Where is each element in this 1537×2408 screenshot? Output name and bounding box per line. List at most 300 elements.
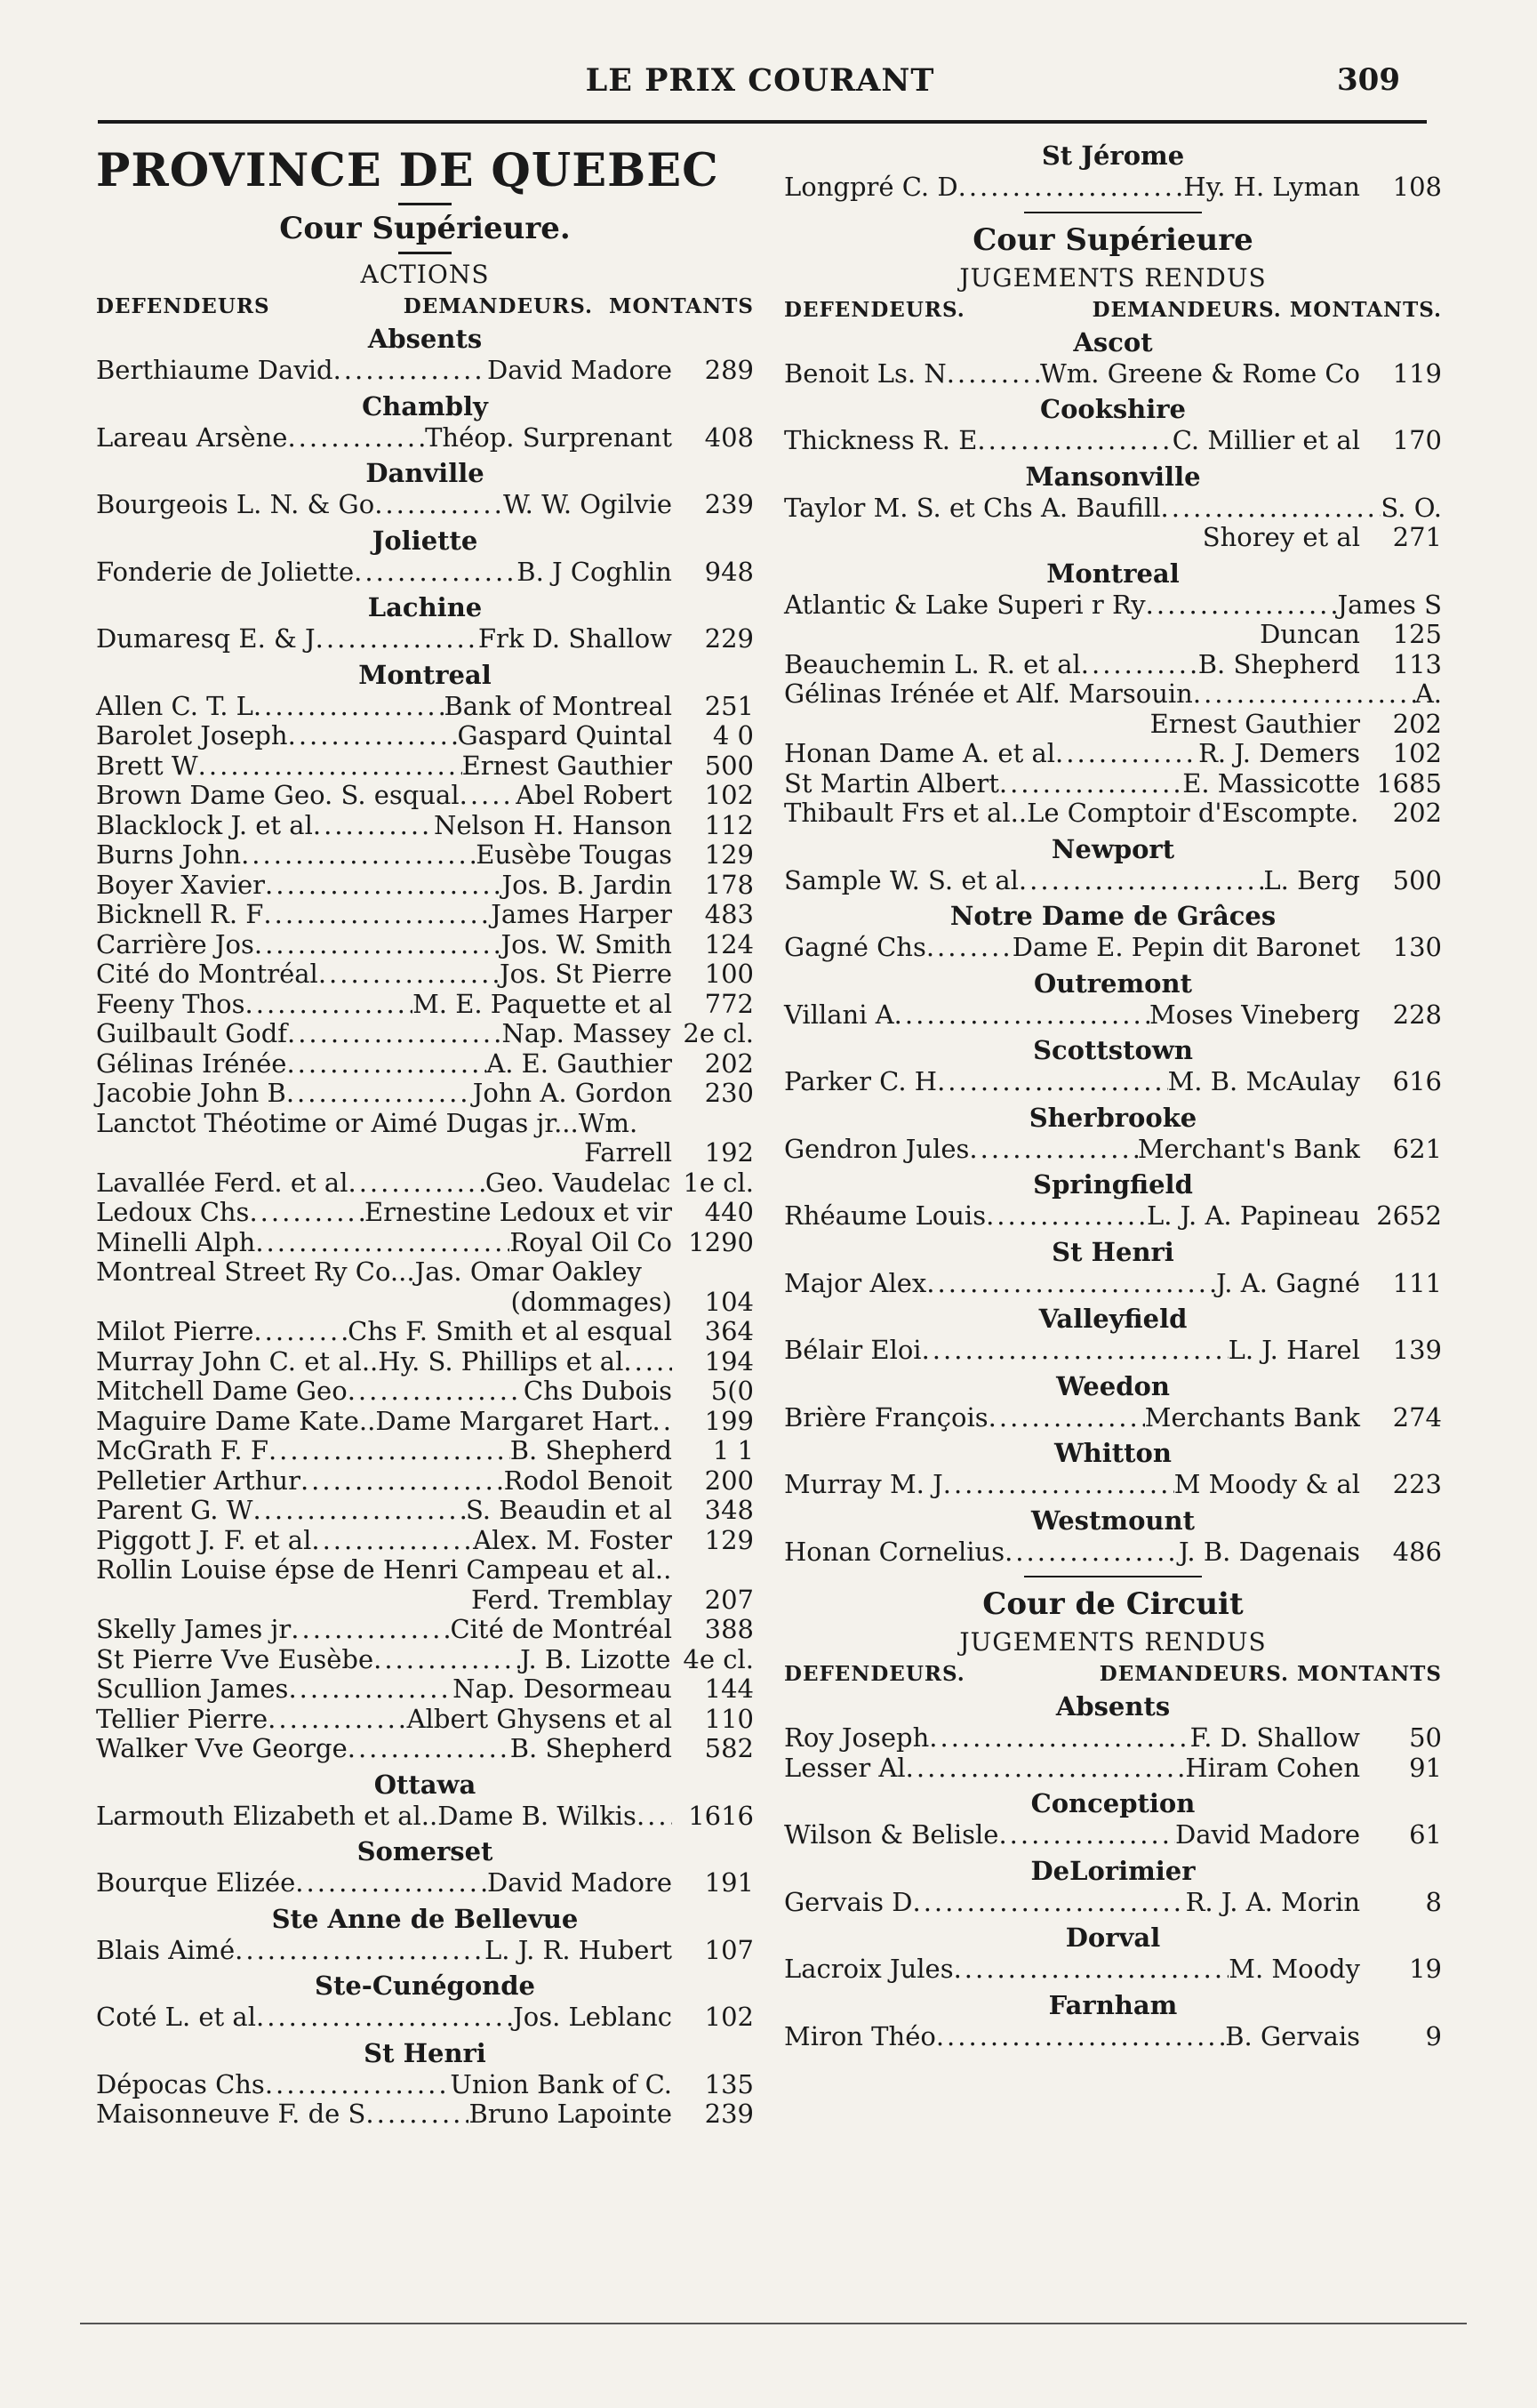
col-demandeurs: DEMANDEURS. [403,294,593,318]
leader-dots [913,1888,1186,1918]
amount: 8 [1425,1886,1442,1917]
amount: 199 [704,1405,754,1436]
amount: 1685 [1376,767,1442,799]
court1-column-headers [784,298,1442,322]
location-heading: Cookshire [1039,394,1187,424]
leader-dots [947,359,1040,389]
court1-listing [784,327,1442,1568]
leader-dots [989,1403,1145,1433]
plaintiff: Hiram Cohen [1185,1752,1360,1783]
defendant: St Pierre Vve Eusèbe [96,1643,374,1674]
defendant: Lareau Arsène [96,421,288,453]
court2-column-headers [784,1662,1442,1686]
location-heading: Ste-Cunégonde [315,1971,535,2001]
defendant: Lavallée Ferd. et al [96,1167,348,1198]
judgment-entry [784,1269,1442,1299]
judgment-entry [96,1496,754,1526]
judgment-entry [96,990,754,1020]
leader-dots [636,1802,672,1832]
judgment-entry [784,1135,1442,1165]
defendant: Skelly James jr [96,1614,292,1644]
plaintiff: James S [1337,589,1442,620]
plaintiff: David Madore [486,1867,672,1898]
col-montants: MONTANTS [609,294,754,318]
province-title: PROVINCE DE QUEBEC [96,144,719,197]
defendant: Beauchemin L. R. et al [784,648,1081,679]
leader-dots [287,1019,501,1049]
amount: 239 [704,489,754,519]
amount: 223 [1392,1469,1442,1499]
amount: 144 [704,1674,754,1704]
judgment-entry [96,871,754,901]
location-heading: Montreal [1046,558,1180,589]
defendant: Bélair Eloi [784,1335,922,1365]
plaintiff: R. J. A. Morin [1185,1886,1360,1917]
location-heading: Whitton [1054,1438,1172,1468]
leader-dots [318,959,500,990]
plaintiff: Nelson H. Hanson [433,809,672,840]
location-heading: Scottstown [1033,1035,1193,1065]
location-heading: Outremont [1034,967,1192,999]
plaintiff: M. B. McAulay [1167,1066,1360,1096]
amount: 191 [704,1867,754,1898]
entry-continuation [96,1288,754,1318]
judgment-entry [96,624,754,654]
leader-dots [954,1954,1229,1985]
judgment-entry [96,1466,754,1497]
amount: 202 [1392,798,1442,828]
judgment-entry [96,1734,754,1764]
plaintiff: J. B. Dagenais [1179,1536,1360,1567]
plaintiff: Frk D. Shallow [477,623,672,654]
defendant: Cité do Montréal [96,959,318,989]
leader-dots [623,1347,672,1377]
plaintiff: (dommages) [510,1286,672,1317]
defendant: Lacroix Jules [784,1954,954,1984]
amount: 102 [704,2002,754,2032]
amount: 348 [704,1495,754,1525]
plaintiff: J. A. Gagné [1215,1267,1360,1298]
leader-dots [291,1615,450,1645]
plaintiff: Jos. W. Smith [500,928,672,959]
amount: 2652 [1376,1200,1442,1231]
leader-dots [245,990,413,1020]
col-demandeurs: DEMANDEURS. [1092,297,1282,322]
judgment-entry [784,494,1442,524]
judgment-entry [784,739,1442,769]
judgment-entry [784,1336,1442,1366]
amount: 19 [1409,1954,1442,1984]
defendant: Gagné Chs [784,932,926,962]
plaintiff: Merchants Bank [1144,1401,1360,1433]
leader-dots [316,624,478,654]
location-heading: Ste Anne de Bellevue [271,1903,579,1934]
defendant: Dumaresq E. & J [96,623,316,654]
plaintiff: Gaspard Quintal [457,720,672,750]
judgment-entry [96,1802,754,1832]
amount: 5(0 [710,1376,754,1406]
amount: 271 [1392,522,1442,552]
entry-continuation [96,1138,754,1168]
plaintiff: Eusèbe Tougas [476,839,672,870]
defendant: Thibault Frs et al..Le Comptoir d'Escompte [784,798,1351,828]
amount: 194 [704,1345,754,1377]
amount: 130 [1392,932,1442,962]
defendant: Gélinas Irénée et Alf. Marsouin [784,678,1193,709]
plaintiff: B. Shepherd [509,1435,672,1465]
leader-dots [287,423,425,454]
plaintiff: L. Berg [1263,864,1360,895]
plaintiff: W. W. Ogilvie [502,489,672,519]
location-heading: Sherbrooke [1029,1102,1197,1133]
amount: 113 [1392,648,1442,679]
plaintiff: L. J. R. Hubert [484,1934,672,1965]
amount: 251 [704,690,754,721]
location-heading: Montreal [358,659,492,690]
plaintiff: Royal Oil Co [509,1226,672,1257]
leader-dots [265,871,502,901]
amount: 274 [1392,1401,1442,1433]
judgment-entry [96,1674,754,1705]
amount: 239 [704,2099,754,2129]
location-heading: St Jérome [1041,140,1185,171]
court2-title: Cour de Circuit [982,1586,1244,1622]
defendant: Parent G. W [96,1495,253,1525]
judgment-entry [784,173,1442,203]
judgment-entry [96,1019,754,1049]
plaintiff: Bank of Montreal [444,690,672,721]
plaintiff: E. Massicotte [1182,767,1360,799]
defendant: Maisonneuve F. de S [96,2099,366,2129]
amount: 202 [1392,708,1442,739]
amount: 178 [704,869,754,900]
defendant: Longpré C. D [784,172,958,202]
location-heading: Westmount [1031,1505,1195,1536]
judgment-entry [784,799,1442,829]
court-title: Cour Supérieure. [279,211,571,246]
defendant: Bourgeois L. N. & Go [96,489,375,519]
plaintiff: Farrell [584,1137,672,1168]
leader-dots [969,1135,1137,1165]
location-heading: Farnham [1048,1989,1178,2020]
amount: 104 [704,1286,754,1317]
leader-dots [936,2022,1225,2052]
defendant: Minelli Alph [96,1226,256,1257]
judgment-entry [96,1109,754,1139]
location-heading: Somerset [356,1836,493,1866]
leader-dots [253,692,444,722]
leader-dots [249,1198,364,1228]
leader-dots [263,900,491,930]
leader-dots [198,751,462,782]
defendant: Walker Vve George [96,1733,348,1763]
location-heading: Danville [365,458,484,488]
defendant: St Martin Albert [784,767,999,799]
defendant: Piggott J. F. et al [96,1524,312,1555]
leader-dots [929,1723,1189,1754]
defendant: Gendron Jules [784,1133,970,1164]
plaintiff: Moses Vineberg [1149,999,1360,1030]
leader-dots [288,721,458,751]
plaintiff: Théop. Surprenant [425,421,672,453]
judgment-entry [784,1820,1442,1850]
defendant: Roy Joseph [784,1722,930,1753]
defendant: Larmouth Elizabeth et al..Dame B. Wilkis [96,1800,636,1831]
location-heading: Ascot [1073,326,1153,357]
location-heading: Notre Dame de Grâces [949,901,1277,931]
judgment-entry [784,1403,1442,1433]
defendant: Atlantic & Lake Superi r Ry [784,589,1146,620]
leader-dots [943,1470,1174,1500]
plaintiff: S. O. [1381,492,1442,523]
leader-dots [986,1201,1147,1232]
divider [398,252,452,254]
plaintiff: Wm. Greene & Rome Co [1039,357,1360,389]
judgment-entry [784,866,1442,896]
plaintiff: B. Shepherd [509,1733,672,1763]
amount: 129 [704,839,754,870]
judgment-entry [784,2022,1442,2052]
judgment-entry [784,1954,1442,1985]
location-heading: Lachine [367,592,483,622]
plaintiff: Merchant's Bank [1137,1133,1360,1164]
plaintiff: M. E. Paquette et al [412,988,672,1019]
court2-subtitle: JUGEMENTS RENDUS [959,1627,1267,1657]
actions-subtitle: ACTIONS [360,260,490,289]
judgment-entry [96,959,754,990]
plaintiff: B. J Coghlin [516,556,672,587]
location-heading: Chambly [362,390,488,421]
judgment-entry [784,1888,1442,1918]
location-heading: Absents [367,324,483,354]
leader-dots [937,1067,1168,1097]
col-defendeurs: DEFENDEURS. [784,1662,965,1686]
plaintiff: Ernest Gauthier [461,750,672,781]
leader-dots [958,173,1184,203]
amount: 100 [704,959,754,989]
plaintiff: David Madore [486,355,672,385]
judgment-entry [96,1936,754,1966]
plaintiff: Jos. St Pierre [500,959,672,989]
leader-dots [926,933,1013,963]
amount: 2e cl. [683,1018,754,1048]
right-column [784,135,1442,2051]
defendant: Mitchell Dame Geo [96,1376,348,1406]
judgment-entry [96,1407,754,1437]
judgment-entry [96,1555,754,1585]
judgment-entry [96,900,754,930]
leader-dots [286,1049,486,1080]
journal-title: LE PRIX COURANT [585,62,935,99]
amount: 107 [704,1934,754,1965]
leader-dots [311,1526,473,1556]
amount: 202 [704,1047,754,1079]
defendant: Lanctot Théotime or Aimé Dugas jr...Wm. [96,1107,638,1138]
defendant: Fonderie de Joliette [96,556,355,587]
entry-continuation [784,620,1442,650]
defendant: Gélinas Irénée [96,1047,287,1079]
judgment-entry [784,590,1442,621]
leader-dots [374,490,503,520]
judgment-entry [96,2003,754,2033]
leader-dots [922,1336,1229,1366]
location-heading: Dorval [1065,1922,1161,1953]
judgment-entry [96,930,754,960]
entry-continuation [96,1585,754,1616]
judgment-entry [784,1201,1442,1232]
amount: 124 [704,928,754,959]
leader-dots [1161,494,1381,524]
defendant: Maguire Dame Kate..Dame Margaret Hart [96,1405,652,1436]
amount: 1290 [688,1226,754,1257]
plaintiff: James Harper [491,899,672,929]
divider [1024,1576,1202,1577]
defendant: Miron Théo [784,2020,936,2051]
judgment-entry [784,426,1442,456]
judgment-entry [784,1470,1442,1500]
judgment-entry [96,781,754,811]
judgment-entry [96,1868,754,1898]
judgment-entry [96,692,754,722]
plaintiff: Ernest Gauthier [1149,708,1360,739]
judgment-entry [96,840,754,871]
plaintiff: John A. Gordon [472,1078,672,1108]
judgment-entry [96,2099,754,2130]
leader-dots [313,811,434,841]
amount: 500 [1392,864,1442,895]
judgment-entry [96,558,754,588]
divider [398,203,452,205]
defendant: Honan Dame A. et al [784,738,1056,768]
leader-dots [460,781,516,811]
judgment-entry [96,751,754,782]
judgment-entry [96,721,754,751]
court1-title: Cour Supérieure [973,221,1253,258]
judgment-entry [96,1079,754,1109]
defendant: Ledoux Chs [96,1197,250,1227]
plaintiff: Jos. Leblanc [513,2002,672,2032]
judgment-entry [96,1317,754,1347]
defendant: Allen C. T. L [96,690,253,721]
amount: 4e cl. [683,1643,754,1674]
judgment-entry [96,1526,754,1556]
defendant: McGrath F. F [96,1435,268,1465]
amount: 948 [704,556,754,587]
judgment-entry [96,356,754,386]
leader-dots [998,1820,1175,1850]
leader-dots [333,356,487,386]
location-heading: Mansonville [1025,461,1201,492]
leader-dots [348,1734,510,1764]
location-heading: Springfield [1033,1169,1193,1200]
plaintiff: Nap. Massey [501,1018,671,1048]
amount: 621 [1392,1133,1442,1164]
judgment-entry [96,1645,754,1675]
defendant: Blais Aimé [96,1934,236,1965]
plaintiff: Geo. Vaudelac [484,1167,671,1198]
defendant: Brière François [784,1401,989,1433]
judgment-entry [96,1257,754,1288]
amount: 110 [704,1703,754,1734]
plaintiff: S. Beaudin et al [465,1495,672,1525]
defendant: Wilson & Belisle [784,1819,999,1850]
col-defendeurs: DEFENDEURS [96,294,270,318]
leader-dots [1055,739,1198,769]
judgment-entry [96,423,754,454]
amount: 111 [1392,1267,1442,1298]
judgment-entry [784,650,1442,680]
leader-dots [1193,679,1415,710]
defendant: Murray M. J [784,1469,943,1499]
amount: 1616 [688,1800,754,1831]
amount: 139 [1392,1335,1442,1365]
plaintiff: Abel Robert [516,780,672,810]
plaintiff: Ferd. Tremblay [471,1584,672,1615]
amount: 364 [704,1316,754,1346]
leader-dots [1350,799,1360,829]
left-column [96,135,754,2130]
judgment-entry [784,679,1442,710]
plaintiff: Bruno Lapointe [468,2099,672,2129]
entry-continuation [784,710,1442,740]
location-heading: Weedon [1056,1370,1170,1401]
defendant: Milot Pierre [96,1316,254,1346]
defendant: Coté L. et al [96,2002,256,2032]
defendant: Tellier Pierre [96,1703,268,1734]
amount: 616 [1392,1066,1442,1096]
amount: 230 [704,1078,754,1108]
plaintiff: M Moody & al [1173,1469,1360,1499]
plaintiff: Ernestine Ledoux et vir [364,1197,672,1227]
leader-dots [235,1936,484,1966]
column-headers [96,294,754,318]
amount: 102 [704,780,754,810]
plaintiff: Shorey et al [1202,522,1360,552]
defendant: Thickness R. E [784,425,978,455]
amount: 91 [1409,1752,1442,1783]
leader-dots [365,2099,468,2130]
defendant: Sample W. S. et al [784,864,1019,895]
amount: 61 [1409,1819,1442,1850]
defendant: Brett W [96,750,198,781]
defendant: Dépocas Chs [96,2068,265,2099]
amount: 170 [1392,425,1442,455]
amount: 440 [704,1197,754,1227]
defendant: Rhéaume Louis [784,1200,987,1231]
defendant: Gervais D [784,1886,913,1917]
judgment-entry [784,933,1442,963]
plaintiff: Cité de Montréal [450,1614,672,1644]
leader-dots [1146,590,1338,621]
plaintiff: A. E. Gauthier [486,1047,672,1079]
amount: 289 [704,355,754,385]
judgment-entry [96,1228,754,1258]
location-heading: Ottawa [373,1769,476,1800]
defendant: Carrière Jos [96,928,254,959]
plaintiff: Duncan [1260,619,1360,649]
defendant: Burns John [96,839,242,870]
leader-dots [286,1079,473,1109]
amount: 582 [704,1733,754,1763]
judgment-entry [96,2070,754,2100]
judgment-entry [96,1436,754,1466]
judgment-entry [96,490,754,520]
court2-listing [784,1691,1442,2051]
amount: 125 [1392,619,1442,649]
plaintiff: B. Gervais [1225,2020,1360,2051]
plaintiff: David Madore [1174,1819,1360,1850]
amount: 4 0 [712,720,754,750]
